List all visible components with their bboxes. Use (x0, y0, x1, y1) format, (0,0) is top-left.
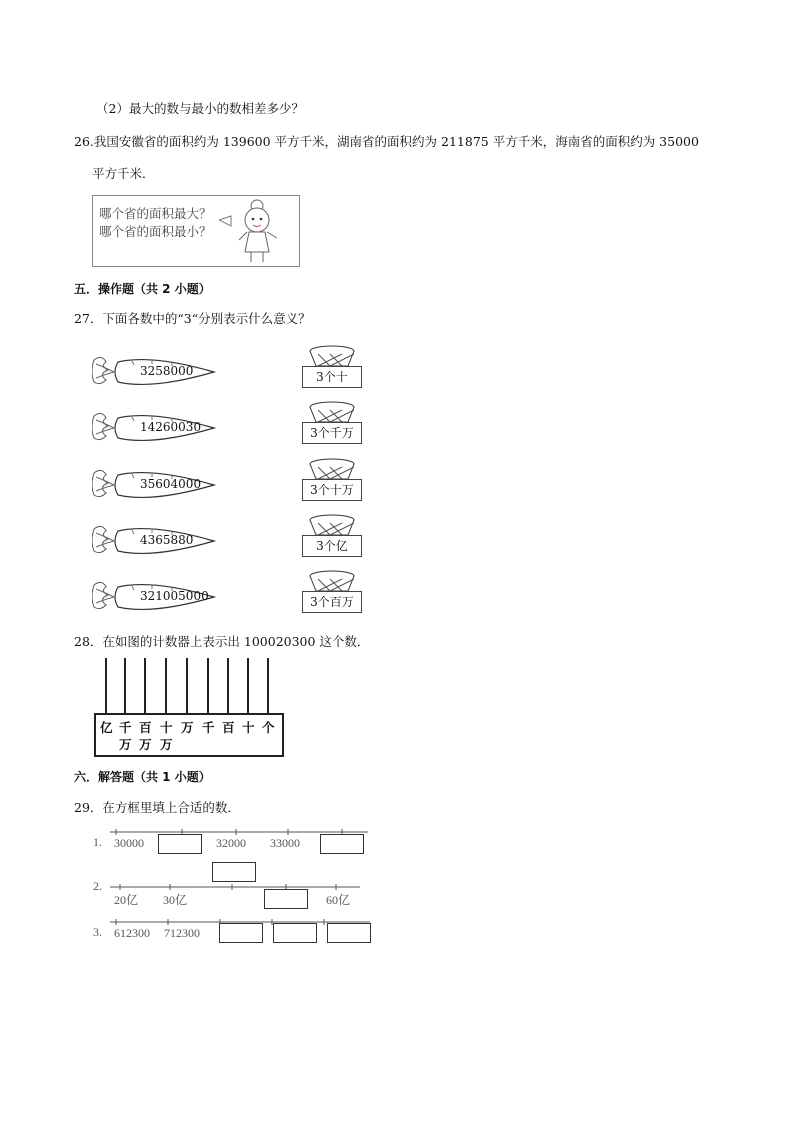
answer-box[interactable] (158, 834, 202, 854)
line2-label-2: 30亿 (163, 893, 188, 907)
answer-box[interactable] (273, 923, 317, 943)
place-label: 十 (160, 720, 173, 735)
line2-label-1: 20亿 (114, 893, 139, 907)
carrot[interactable] (92, 521, 222, 565)
place-label: 亿 (100, 720, 113, 735)
line1-label-1: 30000 (114, 836, 144, 850)
answer-box[interactable] (212, 862, 256, 882)
carrot[interactable] (92, 352, 222, 396)
place-label: 万 (181, 720, 194, 735)
basket-icon (300, 457, 364, 481)
place-label: 千 (202, 720, 215, 735)
carrot-number: 3258000 (140, 364, 194, 378)
q28-text: 28．在如图的计数器上表示出 100020300 这个数． (74, 634, 370, 649)
basket-label: 3个亿 (302, 535, 362, 557)
carrot-number: 4365880 (140, 533, 194, 547)
basket-label: 3个百万 (302, 591, 362, 613)
basket-icon (300, 344, 364, 368)
carrot[interactable] (92, 408, 222, 452)
place-label: 个 (262, 720, 275, 735)
place-label-sub: 万 (139, 737, 152, 752)
line1-label-3: 33000 (270, 836, 300, 850)
carrot-number: 35604000 (140, 477, 202, 491)
place-label-sub: 万 (119, 737, 132, 752)
q26-illustration (92, 195, 300, 267)
place-label: 千 (119, 720, 132, 735)
bubble-line-2: 哪个省的面积最小？ (99, 224, 212, 239)
answer-box[interactable] (327, 923, 371, 943)
q25-part2: （2）最大的数与最小的数相差多少？ (96, 101, 304, 116)
line3-label-2: 712300 (164, 926, 200, 940)
q26-line2: 平方千米． (92, 166, 155, 181)
place-label: 百 (222, 720, 235, 735)
basket-label: 3个十 (302, 366, 362, 388)
carrot-number: 321005000 (140, 589, 209, 603)
basket-icon (300, 569, 364, 593)
q27-text: 27．下面各数中的“3“分别表示什么意义？ (74, 311, 311, 326)
basket-label: 3个十万 (302, 479, 362, 501)
basket-icon (300, 400, 364, 424)
girl-icon (219, 198, 299, 264)
basket-label: 3个千万 (302, 422, 362, 444)
abacus-rods (94, 658, 284, 716)
basket-icon (300, 513, 364, 537)
line3-label-1: 612300 (114, 926, 150, 940)
q29-text: 29．在方框里填上合适的数． (74, 800, 240, 815)
section-5-title: 五．操作题（共 2 小题） (74, 282, 211, 296)
bubble-line-1: 哪个省的面积最大？ (99, 206, 212, 221)
line3-number: 3. (93, 925, 102, 939)
place-label: 百 (139, 720, 152, 735)
line1-number: 1. (93, 835, 102, 849)
carrot[interactable] (92, 577, 222, 621)
section-6-title: 六．解答题（共 1 小题） (74, 770, 211, 784)
answer-box[interactable] (264, 889, 308, 909)
place-label: 十 (242, 720, 255, 735)
line1-label-2: 32000 (216, 836, 246, 850)
answer-box[interactable] (219, 923, 263, 943)
answer-box[interactable] (320, 834, 364, 854)
place-label-sub: 万 (160, 737, 173, 752)
carrot-number: 14260030 (140, 420, 202, 434)
carrot[interactable] (92, 465, 222, 509)
line2-label-3: 60亿 (326, 893, 351, 907)
q26-line1: 26.我国安徽省的面积约为 139600 平方千米，湖南省的面积约为 211875 平方千米，海南省的面积约为 35000 (74, 134, 699, 149)
line2-number: 2. (93, 879, 102, 893)
